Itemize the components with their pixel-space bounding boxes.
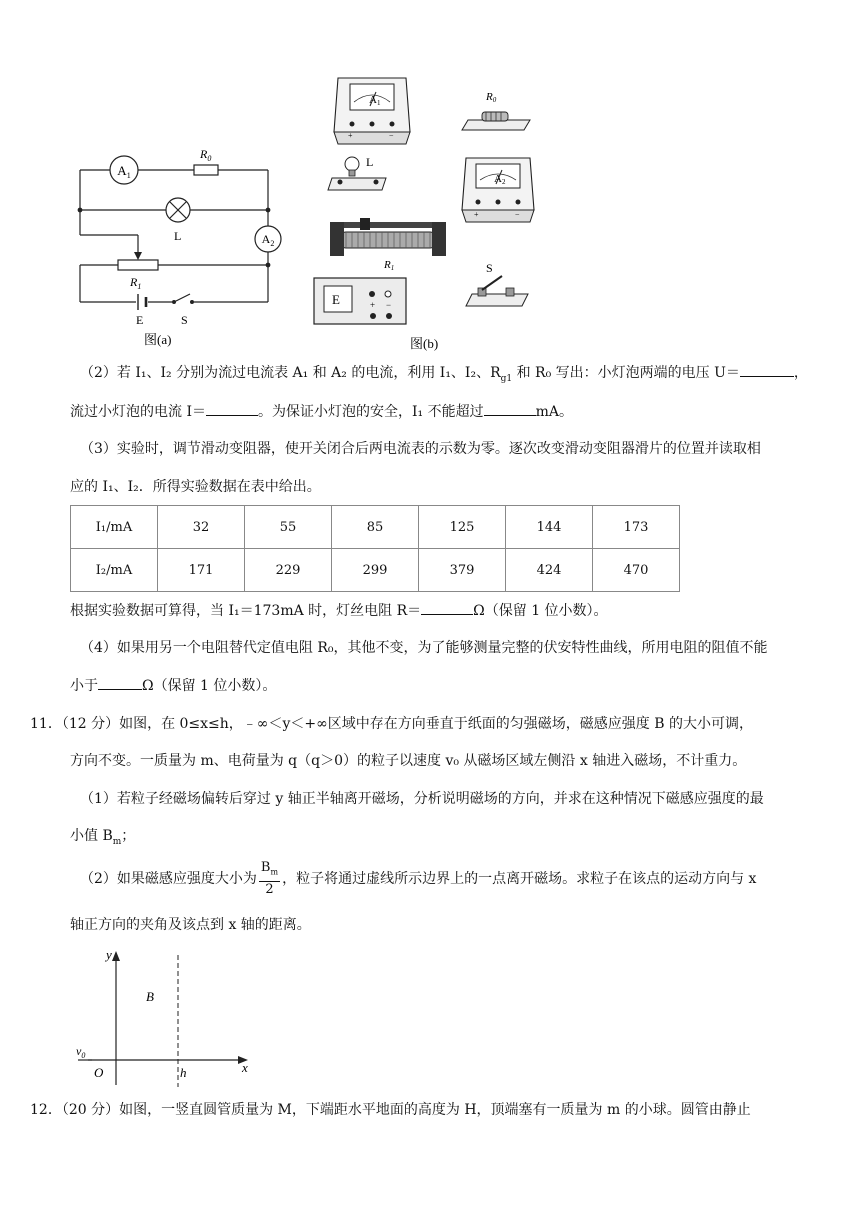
q11-part2-line1: （2）如果磁感应强度大小为 $\frac{B_m}{2}$ ，粒子将通过虚线所示边界上的一点离开磁场。求粒子在该点的运动方向与 x (80, 860, 757, 897)
v0-label: $v_0$ (76, 1044, 86, 1060)
q11-figure (70, 945, 270, 1095)
b-a1-label: A1 (369, 94, 381, 107)
table-cell: 229 (245, 549, 332, 592)
table-cell: I₂/mA (71, 549, 158, 592)
a-r1-label: $R_1$ (130, 275, 142, 291)
q10-part3-line2: 应的 I₁、I₂．所得实验数据在表中给出。 (70, 479, 321, 495)
table-cell: 470 (593, 549, 680, 592)
table-row (71, 506, 680, 549)
b-r0-label: R0 (486, 91, 497, 104)
answer-blank-min-r[interactable] (98, 675, 142, 690)
answer-blank-i[interactable] (206, 401, 258, 416)
table-cell: 32 (158, 506, 245, 549)
b-lamp (328, 155, 386, 190)
axis-x-label: x (242, 1060, 248, 1075)
b-e-plus: + (370, 300, 376, 310)
a-s-label: S (181, 313, 188, 327)
fraction-bm-over-2: $\frac{B_m}{2}$ (260, 860, 279, 897)
table-cell: 379 (419, 549, 506, 592)
b-caption: 图(b) (410, 336, 439, 351)
q10-part2-line2: 流过小灯泡的电流 I＝ 。为保证小灯泡的安全，I₁ 不能超过 mA。 (70, 397, 815, 428)
answer-blank-i1-max[interactable] (484, 401, 536, 416)
answer-blank-r[interactable] (421, 600, 473, 615)
table-cell: 173 (593, 506, 680, 549)
b-rheostat-r1 (330, 218, 446, 272)
a-lamp-label: L (174, 229, 182, 243)
b-e-label: E (332, 292, 340, 307)
axis-y-label: y (106, 947, 112, 962)
q10-part4-line1: （4）如果用另一个电阻替代定值电阻 R₀，其他不变，为了能够测量完整的伏安特性曲线，所用电阻的阻值不能 (80, 640, 768, 656)
a-e-label: E (136, 313, 144, 327)
q10-part4-line2: 小于 Ω（保留 1 位小数）。 (70, 671, 815, 702)
table-cell: 171 (158, 549, 245, 592)
figure-a-circuit (60, 140, 300, 350)
q11-part1-line2: 小值 $B_m$； (70, 828, 136, 847)
b-battery-box (314, 278, 406, 324)
b-ammeter-a1 (334, 78, 410, 144)
q12-line1: 12．（20 分）如图，一竖直圆管质量为 M，下端距水平地面的高度为 H，顶端塞有一质量为 m 的小球。圆管由静止 (30, 1102, 751, 1118)
b-resistor-r0 (462, 91, 530, 130)
table-cell: I₁/mA (71, 506, 158, 549)
a-caption: 图(a) (144, 332, 172, 347)
table-row (71, 549, 680, 592)
a-a2-label: $A_2$ (261, 232, 275, 248)
q11-part1-line1: （1）若粒子经磁场偏转后穿过 y 轴正半轴离开磁场，分析说明磁场的方向，并求在这种情况下磁感应强度的最 (80, 791, 764, 807)
table-cell: 424 (506, 549, 593, 592)
figure-b-apparatus (310, 72, 550, 354)
table-cell: 85 (332, 506, 419, 549)
b-a2-minus: − (515, 210, 520, 219)
q10-part2-line1: （2）若 I₁、I₂ 分别为流过电流表 A₁ 和 A₂ 的电流，利用 I₁、I₂、$R_{g1}$ 和 R₀ 写出：小灯泡两端的电压 U＝ ， (80, 358, 825, 395)
table-cell: 125 (419, 506, 506, 549)
b-lamp-label: L (366, 155, 374, 169)
q11-part2-line2: 轴正方向的夹角及该点到 x 轴的距离。 (70, 917, 311, 933)
field-b-label: B (146, 989, 154, 1004)
b-r1-label: R1 (384, 259, 395, 272)
q10-part3-line1: （3）实验时，调节滑动变阻器，使开关闭合后两电流表的示数为零。逐次改变滑动变阻器滑片的位置并读取相 (80, 441, 761, 457)
b-e-minus: − (386, 300, 392, 310)
b-switch (466, 261, 528, 306)
origin-label: O (94, 1065, 104, 1080)
q10-result-line: 根据实验数据可算得，当 I₁＝173mA 时，灯丝电阻 R＝ Ω（保留 1 位小数）。 (70, 596, 815, 627)
b-a2-plus: + (474, 210, 479, 219)
h-label: h (180, 1065, 187, 1080)
b-ammeter-a2 (462, 158, 534, 222)
a-r0-label: $R_0$ (200, 147, 212, 163)
b-a1-minus: − (389, 131, 394, 140)
b-s-label: S (486, 261, 493, 275)
a-a1-label: $A_1$ (117, 163, 131, 180)
b-a2-label: A2 (494, 173, 506, 186)
q11-line1: 11．（12 分）如图，在 0≤x≤h，﹣∞＜y＜+∞区域中存在方向垂直于纸面的匀强磁场，磁感应强度 B 的大小可调， (30, 716, 753, 732)
data-table (70, 505, 680, 592)
table-cell: 299 (332, 549, 419, 592)
q11-line2: 方向不变。一质量为 m、电荷量为 q（q＞0）的粒子以速度 v₀ 从磁场区域左侧沿 x 轴进入磁场，不计重力。 (70, 753, 747, 769)
b-a1-plus: + (348, 131, 353, 140)
answer-blank-u[interactable] (740, 362, 794, 377)
table-cell: 144 (506, 506, 593, 549)
table-cell: 55 (245, 506, 332, 549)
